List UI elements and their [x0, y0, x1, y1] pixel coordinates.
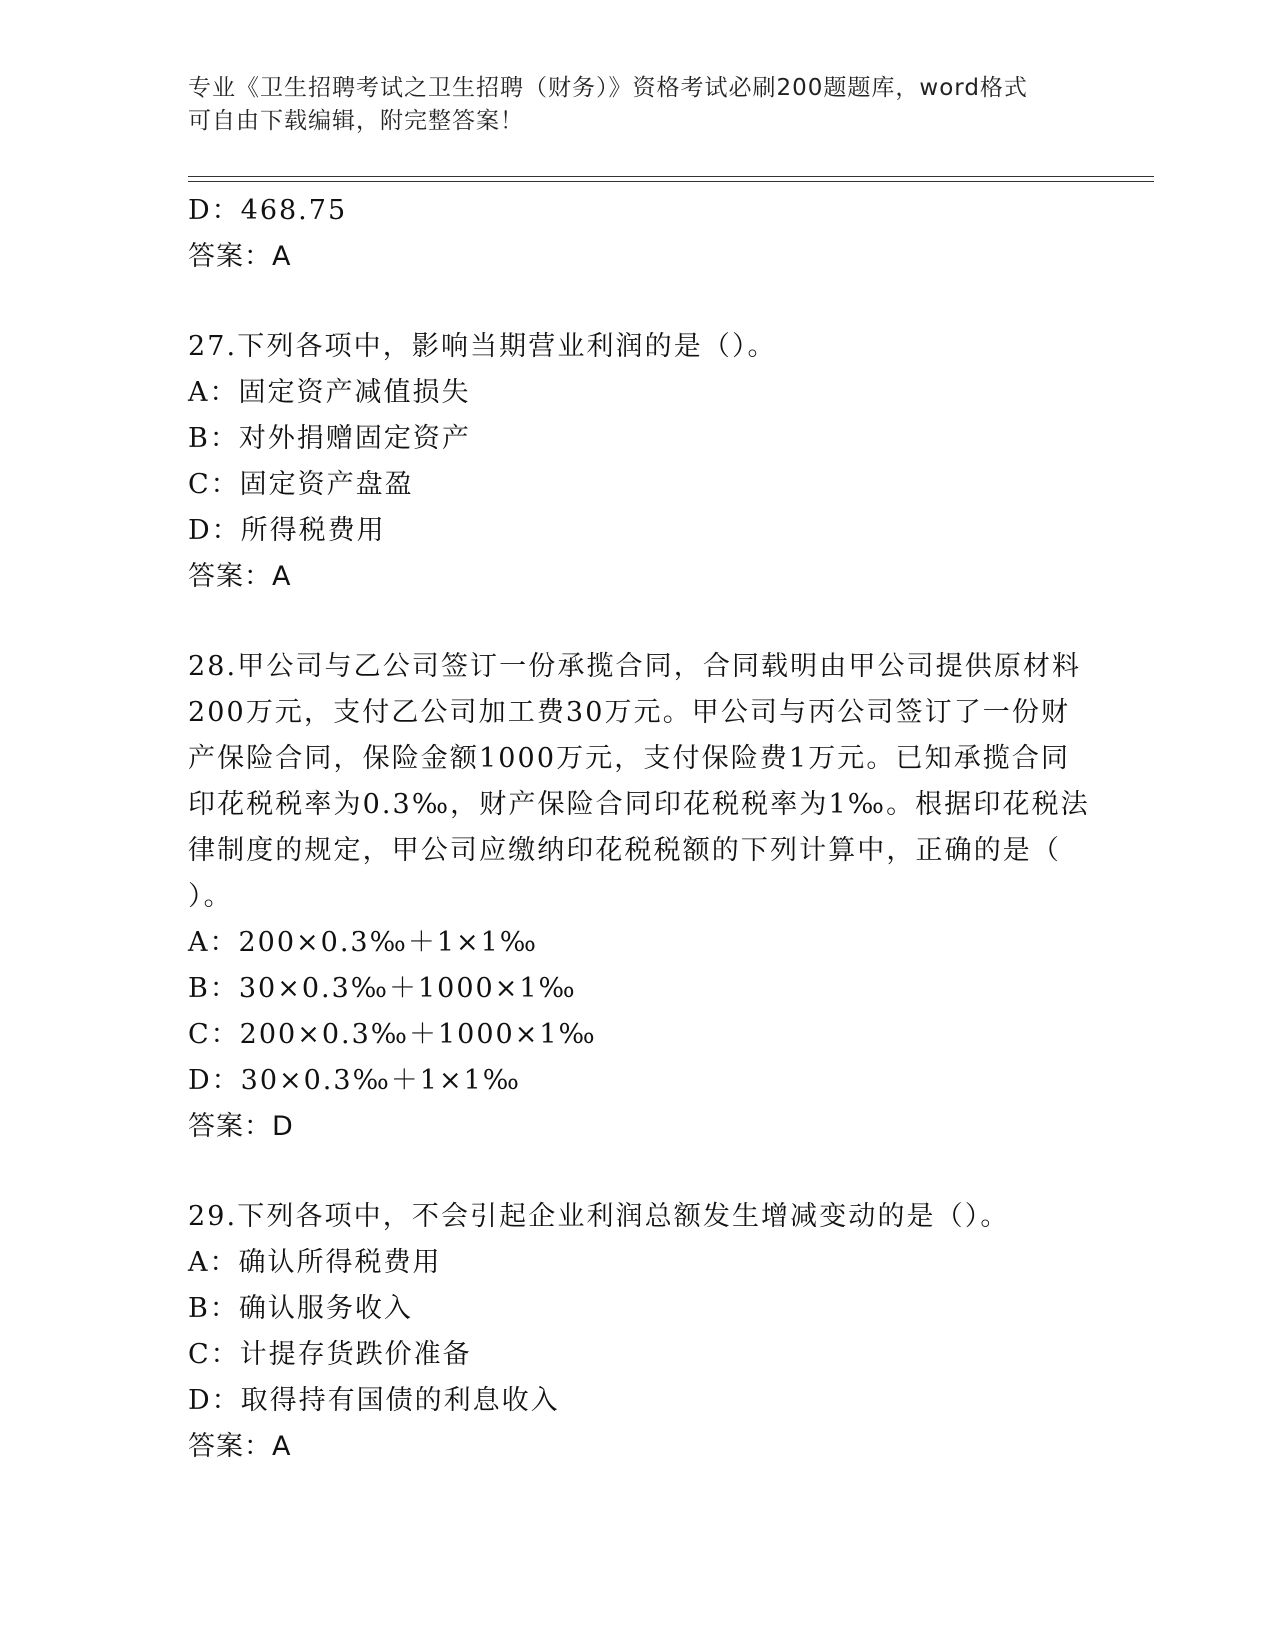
- question-list: [188, 188, 1088, 1470]
- page-header: [188, 72, 1068, 138]
- answer-line: 答案：A: [188, 561, 292, 592]
- question-stem-line: 200万元，支付乙公司加工费30万元。甲公司与丙公司签订了一份财: [188, 697, 1071, 728]
- option-b: B：确认服务收入: [188, 1293, 413, 1324]
- option-a: A：固定资产减值损失: [188, 377, 471, 408]
- option-b: B：对外捐赠固定资产: [188, 423, 471, 454]
- question-stem-line: 印花税税率为0.3‰，财产保险合同印花税税率为1‰。根据印花税法: [188, 789, 1090, 820]
- option-c: C：固定资产盘盈: [188, 469, 414, 500]
- question-27: [188, 324, 1088, 600]
- question-stem-line: 27.下列各项中，影响当期营业利润的是（）。: [188, 331, 777, 362]
- question-stem-line: 29.下列各项中，不会引起企业利润总额发生增减变动的是（）。: [188, 1201, 1010, 1232]
- option-c: C：200×0.3‰＋1000×1‰: [188, 1019, 597, 1050]
- spacer: [188, 280, 1088, 324]
- option-b: B：30×0.3‰＋1000×1‰: [188, 973, 577, 1004]
- question-28: [188, 644, 1088, 1150]
- spacer: [188, 1150, 1088, 1194]
- option-d: D：30×0.3‰＋1×1‰: [188, 1065, 522, 1096]
- header-divider-bottom: [188, 181, 1154, 182]
- question-stem-line: 产保险合同，保险金额1000万元，支付保险费1万元。已知承揽合同: [188, 743, 1071, 774]
- option-c: C：计提存货跌价准备: [188, 1339, 472, 1370]
- spacer: [188, 600, 1088, 644]
- prev-question-tail: [188, 188, 1088, 280]
- option-d: D：468.75: [188, 195, 348, 226]
- question-29: [188, 1194, 1088, 1470]
- answer-line: 答案：D: [188, 1111, 294, 1142]
- answer-line: 答案：A: [188, 241, 292, 272]
- question-stem-line: ）。: [188, 881, 233, 912]
- option-d: D：取得持有国债的利息收入: [188, 1385, 560, 1416]
- header-divider-top: [188, 176, 1154, 177]
- header-title-line-2: 可自由下载编辑，附完整答案！: [188, 108, 524, 134]
- answer-line: 答案：A: [188, 1431, 292, 1462]
- question-stem-line: 28.甲公司与乙公司签订一份承揽合同，合同载明由甲公司提供原材料: [188, 651, 1082, 682]
- question-stem-line: 律制度的规定，甲公司应缴纳印花税税额的下列计算中，正确的是（: [188, 835, 1061, 866]
- option-a: A：确认所得税费用: [188, 1247, 442, 1278]
- option-d: D：所得税费用: [188, 515, 386, 546]
- header-title-line-1: 专业《卫生招聘考试之卫生招聘（财务）》资格考试必刷200题题库，word格式: [188, 75, 1028, 101]
- option-a: A：200×0.3‰＋1×1‰: [188, 927, 539, 958]
